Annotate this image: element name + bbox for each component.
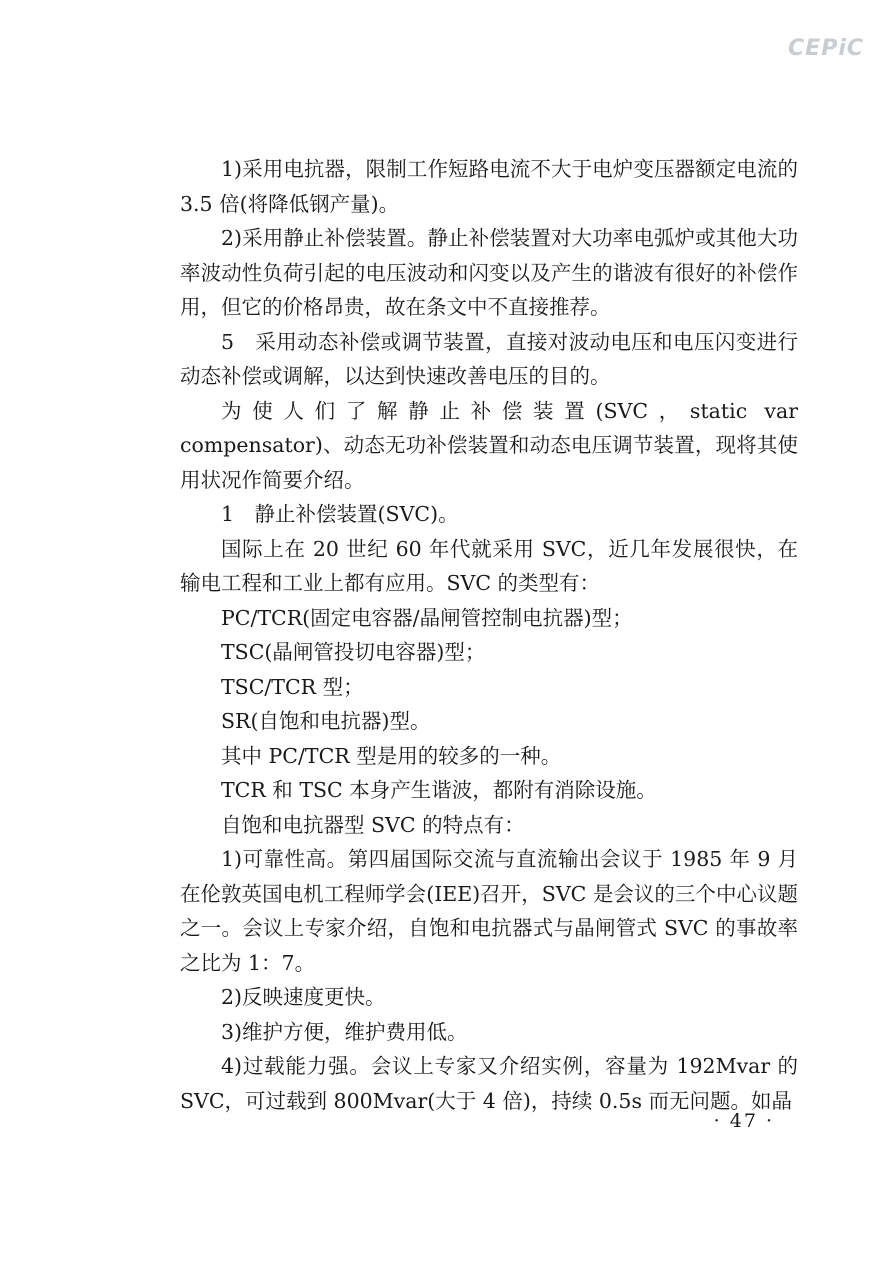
paragraph-most-used: 其中 PC/TCR 型是用的较多的一种。 [221,743,562,768]
list-item-sr: SR(自饱和电抗器)型。 [221,709,431,733]
page-number: · 47 · [713,1110,774,1132]
paragraph-intro-svc: 为使人们了解静止补偿装置(SVC，static var compensator)、动态无功补偿装置和动态电压调节装置，现将其使用状况作简要介绍。 [180,398,798,492]
list-item-tsc: TSC(晶闸管投切电容器)型； [221,640,486,664]
publisher-logo: CEPiC [788,36,864,61]
paragraph-reliability: 1)可靠性高。第四届国际交流与直流输出会议于 1985 年 9 月在伦敦英国电机工程师学会(IEE)召开，SVC 是会议的三个中心议题之一。会议上专家介绍，自饱和电抗器式与晶闸管式 SVC 的事故率之比为 1：7。 [180,847,798,975]
list-item-pc-tcr: PC/TCR(固定电容器/晶闸管控制电抗器)型； [221,605,633,630]
paragraph-static-compensator: 2)采用静止补偿装置。静止补偿装置对大功率电弧炉或其他大功率波动性负荷引起的电压波动和闪变以及产生的谐波有很好的补偿作用，但它的价格昂贵，故在条文中不直接推荐。 [180,226,798,319]
section-heading-svc: 1 静止补偿装置(SVC)。 [221,502,459,526]
paragraph-svc-history: 国际上在 20 世纪 60 年代就采用 SVC，近几年发展很快，在输电工程和工业上都有应用。SVC 的类型有： [180,536,798,595]
paragraph-sr-features: 自饱和电抗器型 SVC 的特点有： [221,812,525,837]
paragraph-harmonics: TCR 和 TSC 本身产生谐波，都附有消除设施。 [221,778,657,802]
paragraph-response-speed: 2)反映速度更快。 [221,985,386,1009]
list-item-tsc-tcr: TSC/TCR 型； [221,674,364,699]
paragraph-dynamic-compensation: 5 采用动态补偿或调节装置，直接对波动电压和电压闪变进行动态补偿或调解，以达到快速改善电压的目的。 [180,329,798,388]
paragraph-maintenance: 3)维护方便，维护费用低。 [221,1019,468,1044]
paragraph-overload: 4)过载能力强。会议上专家又介绍实例，容量为 192Mvar 的 SVC，可过载到 800Mvar(大于 4 倍)，持续 0.5s 而无问题。如晶 [180,1054,798,1113]
page-body [180,152,798,1118]
paragraph-reactor-method: 1)采用电抗器，限制工作短路电流不大于电炉变压器额定电流的 3.5 倍(将降低钢产量)。 [180,157,798,216]
